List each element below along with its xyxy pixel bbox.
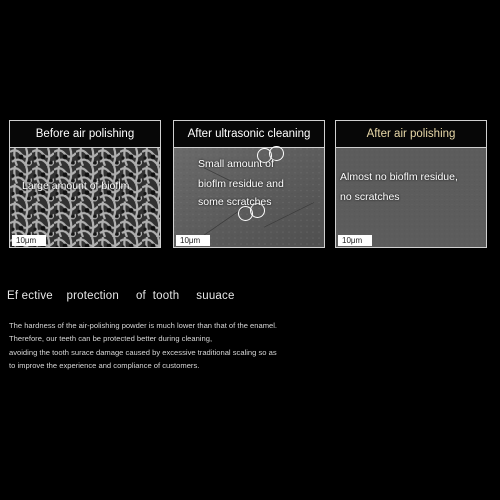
sem-image-ultrasonic — [174, 148, 324, 247]
panel-before-air-polishing — [9, 120, 161, 248]
sem-image-before — [10, 148, 160, 247]
overlay-line: no scratches — [340, 191, 400, 203]
description-line: Therefore, our teeth can be protected better during cleaning, — [9, 334, 213, 344]
scale-bar: 10μm — [176, 235, 210, 246]
overlay-line: Small amount of — [198, 158, 274, 170]
scale-bar: 10μm — [338, 235, 372, 246]
panel-header: After air polishing — [336, 121, 486, 148]
overlay-line: some scratches — [198, 196, 272, 208]
scale-bar: 10μm — [12, 235, 46, 246]
overlay-text: Large amount of bioflm — [22, 180, 130, 192]
overlay-line: bioflm residue and — [198, 178, 284, 190]
description-line: avoiding the tooth surace damage caused by excessive traditional scaling so as — [9, 347, 277, 357]
panel-header: Before air polishing — [10, 121, 160, 148]
overlay-text — [198, 156, 284, 210]
section-title: Ef ective protection of tooth suuace — [7, 290, 235, 302]
panel-header: After ultrasonic cleaning — [174, 121, 324, 148]
panel-after-air-polishing — [335, 120, 487, 248]
description — [9, 319, 277, 372]
overlay-line: Almost no bioflm residue, — [340, 171, 458, 183]
panel-after-ultrasonic-cleaning — [173, 120, 325, 248]
description-line: The hardness of the air-polishing powder is much lower than that of the enamel. — [9, 321, 278, 330]
description-line: to improve the experience and compliance of customers. — [9, 360, 200, 370]
sem-image-after-air — [336, 148, 486, 247]
overlay-text — [340, 169, 458, 205]
